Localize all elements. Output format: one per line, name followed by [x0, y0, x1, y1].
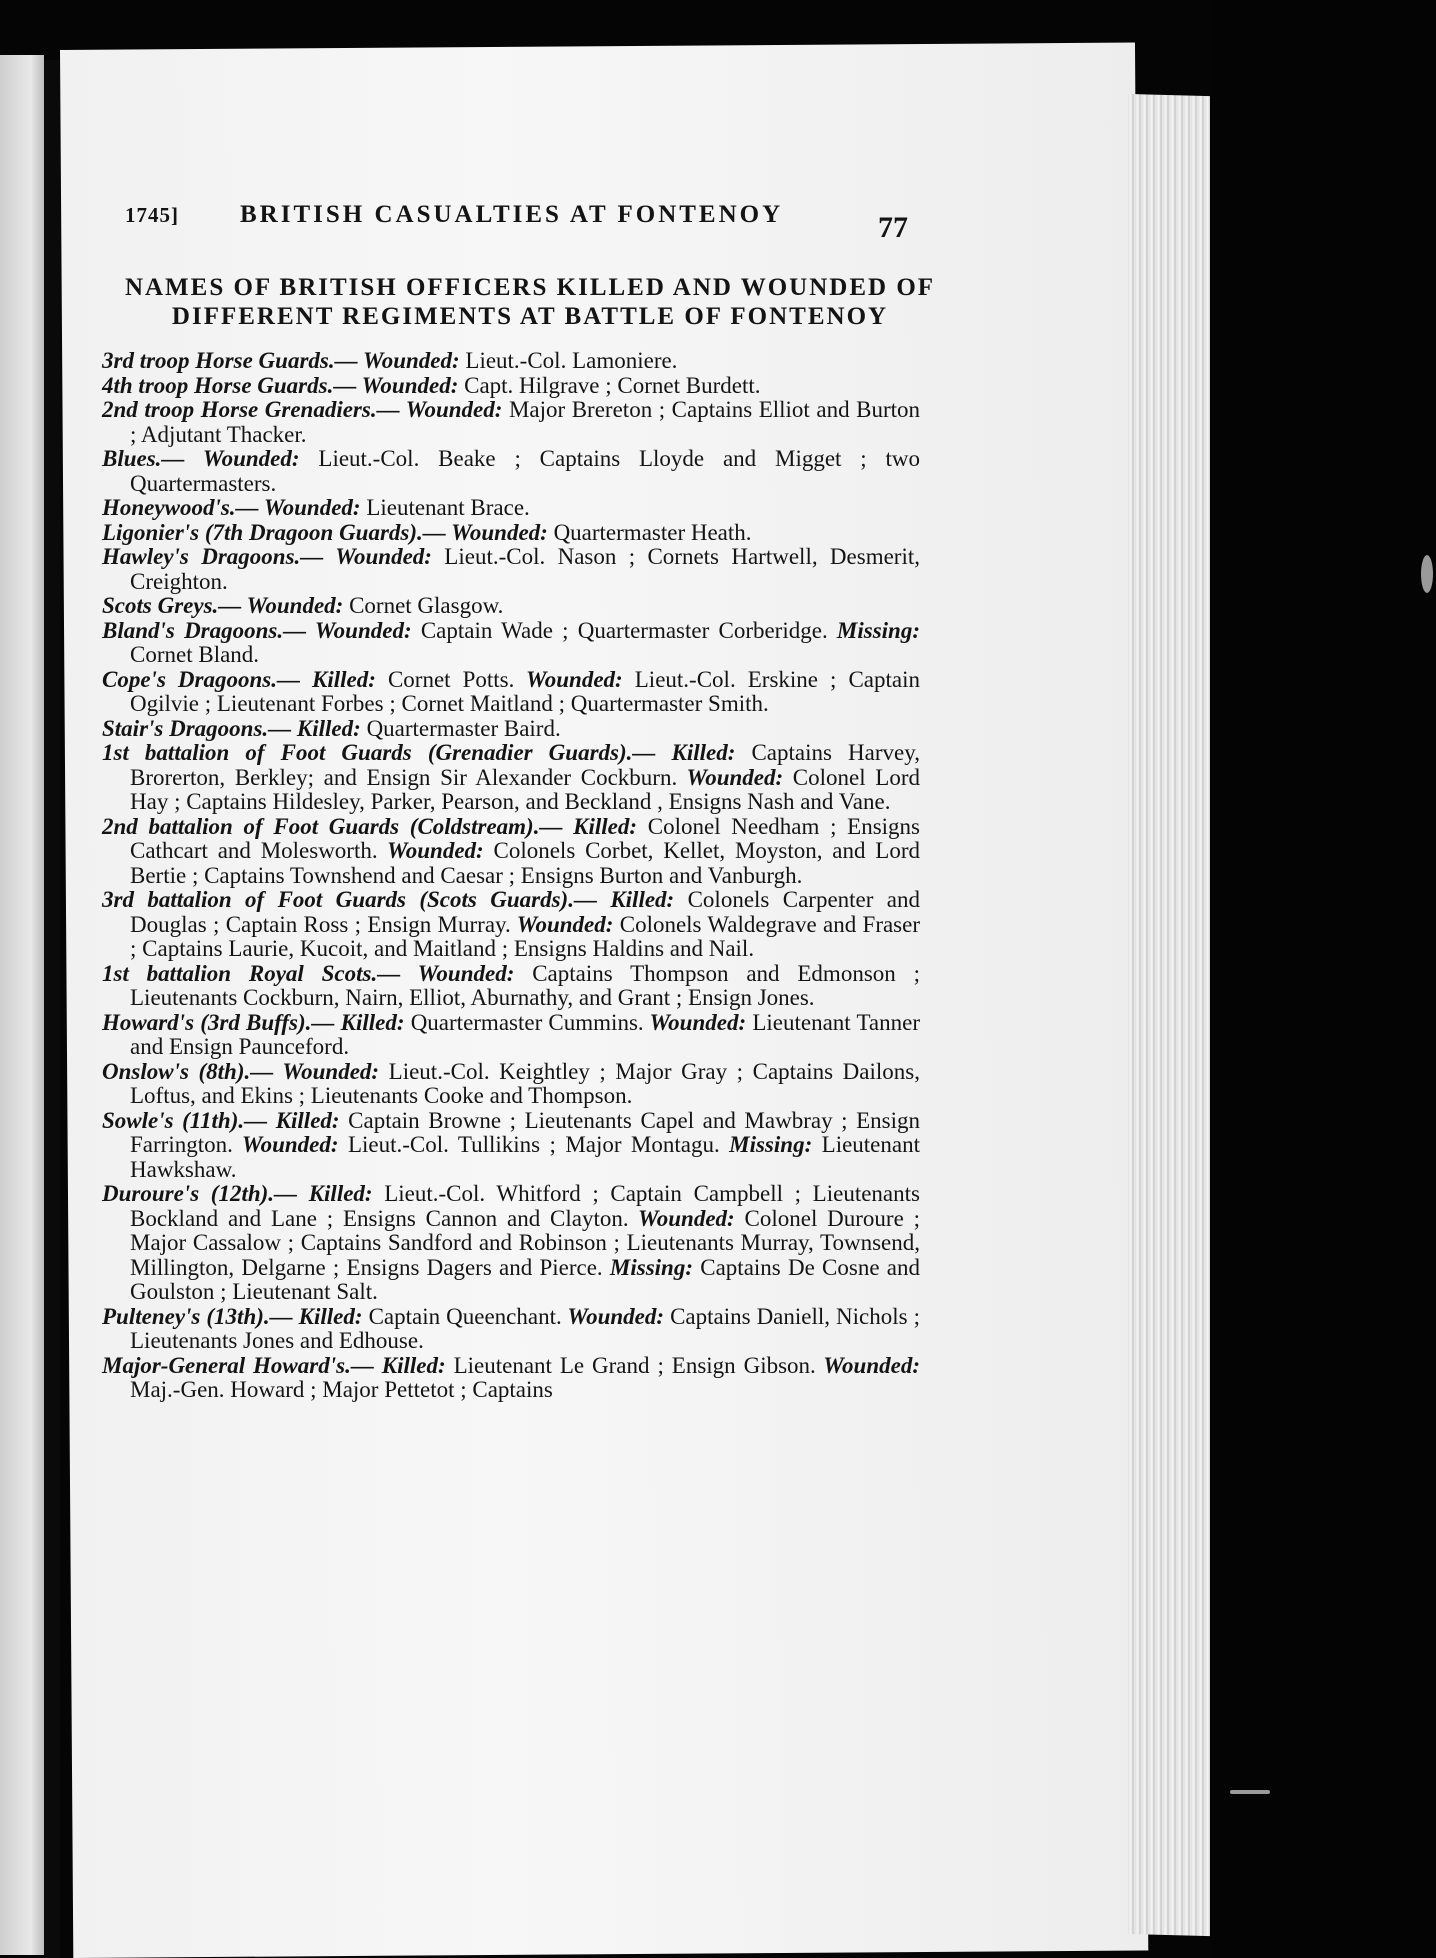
regiment-name: Onslow's (8th).— — [102, 1058, 274, 1084]
casualty-status: Killed: — [300, 666, 376, 692]
page-stack-edge — [1128, 94, 1210, 1936]
casualty-names: Colonels Carpenter and Douglas ; Captain Ross ; Ensign Murray. — [130, 887, 920, 937]
casualty-names: Captain Browne ; Lieutenants Capel and Mawbray ; Ensign Farrington. — [130, 1107, 920, 1157]
casualty-names: Lieut.-Col. Nason ; Cornets Hartwell, Desmerit, Creighton. — [130, 544, 920, 594]
regiment-name: Hawley's Dragoons.— — [102, 544, 324, 569]
casualty-names: Lieut.-Col. Erskine ; Captain Ogilvie ; Lieutenant Forbes ; Cornet Maitland ; Quartermaster Smith. — [130, 666, 920, 716]
casualty-names: Captains Thompson and Edmonson ; Lieutenants Cockburn, Nairn, Elliot, Aburnathy, and Grant ; Ensign Jones. — [130, 960, 920, 1010]
casualty-names: Maj.-Gen. Howard ; Major Pettetot ; Captains — [130, 1377, 553, 1402]
casualty-entry — [102, 1011, 920, 1060]
regiment-name: Howard's (3rd Buffs).— — [102, 1009, 335, 1035]
casualty-names: Captain Wade ; Quartermaster Corberidge. — [411, 617, 828, 643]
casualty-status: Wounded: — [357, 348, 460, 373]
casualty-names: Colonel Duroure ; Major Cassalow ; Captains Sandford and Robinson ; Lieutenants Murray, Townsend, Millington, Delgarne ; Ensigns Dagers and Pierce. — [130, 1205, 920, 1280]
regiment-name: Bland's Dragoons.— — [102, 617, 307, 643]
casualty-names: Quartermaster Heath. — [547, 519, 752, 545]
casualty-status: Wounded: — [510, 911, 614, 937]
casualty-entry — [102, 521, 920, 546]
casualty-names: Captains De Cosne and Goulston ; Lieutenant Salt. — [130, 1254, 920, 1304]
casualty-status: Wounded: — [643, 1009, 747, 1035]
casualty-status: Wounded: — [677, 764, 784, 790]
casualty-names: Cornet Glasgow. — [343, 593, 504, 618]
casualty-names: Lieut.-Col. Tullikins ; Major Montagu. — [338, 1132, 720, 1157]
casualty-status: Wounded: — [184, 446, 300, 471]
casualty-status: Wounded: — [514, 666, 623, 692]
book-gutter — [44, 60, 60, 1958]
casualty-entry — [102, 496, 920, 521]
casualty-status: Killed: — [292, 1303, 363, 1329]
casualty-names: Lieutenant Hawkshaw. — [130, 1132, 920, 1182]
casualty-entry — [102, 717, 920, 742]
page-heading: NAMES OF BRITISH OFFICERS KILLED AND WOUNDED OF DIFFERENT REGIMENTS AT BATTLE OF FONTENOY — [124, 274, 936, 330]
casualty-status: Killed: — [334, 1009, 405, 1035]
casualty-status: Wounded: — [400, 960, 515, 986]
left-page-edge — [0, 55, 44, 1955]
regiment-name: Cope's Dragoons.— — [102, 666, 300, 692]
regiment-name: 2nd troop Horse Grenadiers.— — [102, 397, 400, 422]
casualty-status: Killed: — [297, 1181, 373, 1206]
casualty-entry — [102, 374, 920, 399]
casualty-status: Missing: — [602, 1254, 694, 1280]
regiment-name: Honeywood's.— — [102, 495, 259, 520]
scan-background — [1210, 0, 1436, 1958]
casualty-entry — [102, 619, 920, 668]
running-head-title: BRITISH CASUALTIES AT FONTENOY — [240, 201, 784, 228]
casualty-status: Wounded: — [356, 372, 459, 398]
casualty-status: Wounded: — [628, 1205, 735, 1231]
casualty-names: Cornet Potts. — [375, 666, 515, 692]
casualty-status: Killed: — [267, 1107, 340, 1133]
casualty-names: Major Brereton ; Captains Elliot and Burton ; Adjutant Thacker. — [130, 397, 921, 447]
casualty-status: Missing: — [827, 617, 920, 643]
regiment-name: Duroure's (12th).— — [102, 1181, 298, 1206]
casualty-entry — [102, 668, 920, 717]
casualty-entry — [102, 741, 920, 815]
casualty-names: Lieutenant Brace. — [360, 495, 530, 520]
casualty-names: Colonels Waldegrave and Fraser ; Captains Laurie, Kucoit, and Maitland ; Ensigns Haldins and Nail. — [130, 911, 921, 961]
dust-speck — [1421, 555, 1433, 593]
casualty-status: Wounded: — [306, 617, 412, 643]
casualty-names: Lieut.-Col. Whitford ; Captain Campbell ; Lieutenants Bockland and Lane ; Ensigns Cannon and Clayton. — [130, 1181, 920, 1231]
casualty-entry — [102, 1109, 920, 1183]
regiment-name: Pulteney's (13th).— — [102, 1303, 293, 1329]
dust-speck — [1230, 1790, 1270, 1794]
casualty-status: Wounded: — [399, 397, 503, 422]
page-content — [100, 195, 980, 1403]
casualty-status: Killed: — [596, 887, 675, 912]
casualty-entry — [102, 447, 920, 496]
casualty-entry — [102, 398, 920, 447]
casualty-status: Missing: — [719, 1132, 813, 1157]
casualty-entry — [102, 962, 920, 1011]
casualty-status: Wounded: — [323, 544, 432, 569]
casualty-status: Wounded: — [258, 495, 361, 520]
casualty-entry — [102, 545, 920, 594]
casualty-names: Lieut.-Col. Beake ; Captains Lloyde and Migget ; two Quartermasters. — [130, 446, 921, 496]
running-head — [100, 195, 980, 245]
regiment-name: 3rd troop Horse Guards.— — [102, 348, 358, 373]
casualty-names: Colonel Lord Hay ; Captains Hildesley, Parker, Pearson, and Beckland , Ensigns Nash and Vane. — [130, 764, 921, 814]
casualty-entry — [102, 349, 920, 374]
regiment-name: 3rd battalion of Foot Guards (Scots Guards).— — [102, 887, 597, 912]
casualty-status: Wounded: — [241, 593, 344, 618]
casualty-names: Cornet Bland. — [130, 642, 260, 667]
regiment-name: Scots Greys.— — [102, 593, 242, 618]
page-number: 77 — [878, 211, 908, 244]
casualty-entry — [102, 594, 920, 619]
casualty-names: Capt. Hilgrave ; Cornet Burdett. — [458, 372, 761, 398]
casualty-entry — [102, 1305, 920, 1354]
casualty-status: Wounded: — [561, 1303, 665, 1329]
casualty-names: Lieutenant Le Grand ; Ensign Gibson. — [445, 1352, 816, 1378]
regiment-name: 1st battalion of Foot Guards (Grenadier Guards).— — [102, 740, 656, 765]
regiment-name: 4th troop Horse Guards.— — [102, 372, 357, 398]
regiment-name: 2nd battalion of Foot Guards (Coldstream).— — [102, 813, 563, 839]
casualty-names: Lieut.-Col. Keightley ; Major Gray ; Captains Dailons, Loftus, and Ekins ; Lieutenants Cooke and Thompson. — [130, 1058, 920, 1108]
casualty-status: Killed: — [291, 715, 361, 741]
casualty-names: Captains Harvey, Brorerton, Berkley; and Ensign Sir Alexander Cockburn. — [130, 740, 920, 790]
regiment-name: Stair's Dragoons.— — [102, 715, 292, 741]
casualty-entry — [102, 1182, 920, 1305]
casualty-names: Captain Queenchant. — [362, 1303, 562, 1329]
casualty-names: Lieutenant Tanner and Ensign Paunceford. — [130, 1009, 920, 1059]
casualty-status: Wounded: — [273, 1058, 380, 1084]
running-head-year: 1745] — [125, 203, 179, 227]
regiment-name: Ligonier's (7th Dragoon Guards).— — [102, 519, 446, 545]
casualty-status: Wounded: — [815, 1352, 921, 1378]
casualty-status: Wounded: — [445, 519, 548, 545]
casualty-names: Quartermaster Baird. — [360, 715, 561, 741]
casualty-status: Killed: — [562, 813, 638, 839]
casualty-names: Quartermaster Cummins. — [404, 1009, 644, 1035]
regiment-name: Blues.— — [102, 446, 185, 471]
casualty-names: Colonel Needham ; Ensigns Cathcart and Molesworth. — [130, 813, 921, 863]
casualty-entry — [102, 815, 920, 889]
casualty-status: Killed: — [655, 740, 736, 765]
regiment-name: 1st battalion Royal Scots.— — [102, 960, 401, 986]
casualty-names: Captains Daniell, Nichols ; Lieutenants Jones and Edhouse. — [130, 1303, 920, 1353]
casualty-status: Wounded: — [232, 1132, 339, 1157]
casualty-entry — [102, 1060, 920, 1109]
regiment-name: Major-General Howard's.— — [102, 1352, 374, 1378]
casualty-entry — [102, 1354, 920, 1403]
casualty-status: Killed: — [373, 1352, 446, 1378]
casualty-entry — [102, 888, 920, 962]
casualty-names: Colonels Corbet, Kellet, Moyston, and Lord Bertie ; Captains Townshend and Caesar ; Ensigns Burton and Vanburgh. — [130, 838, 920, 888]
casualty-names: Lieut.-Col. Lamoniere. — [459, 348, 678, 373]
regiment-name: Sowle's (11th).— — [102, 1107, 268, 1133]
casualty-list — [100, 349, 920, 1403]
casualty-status: Wounded: — [377, 838, 484, 863]
